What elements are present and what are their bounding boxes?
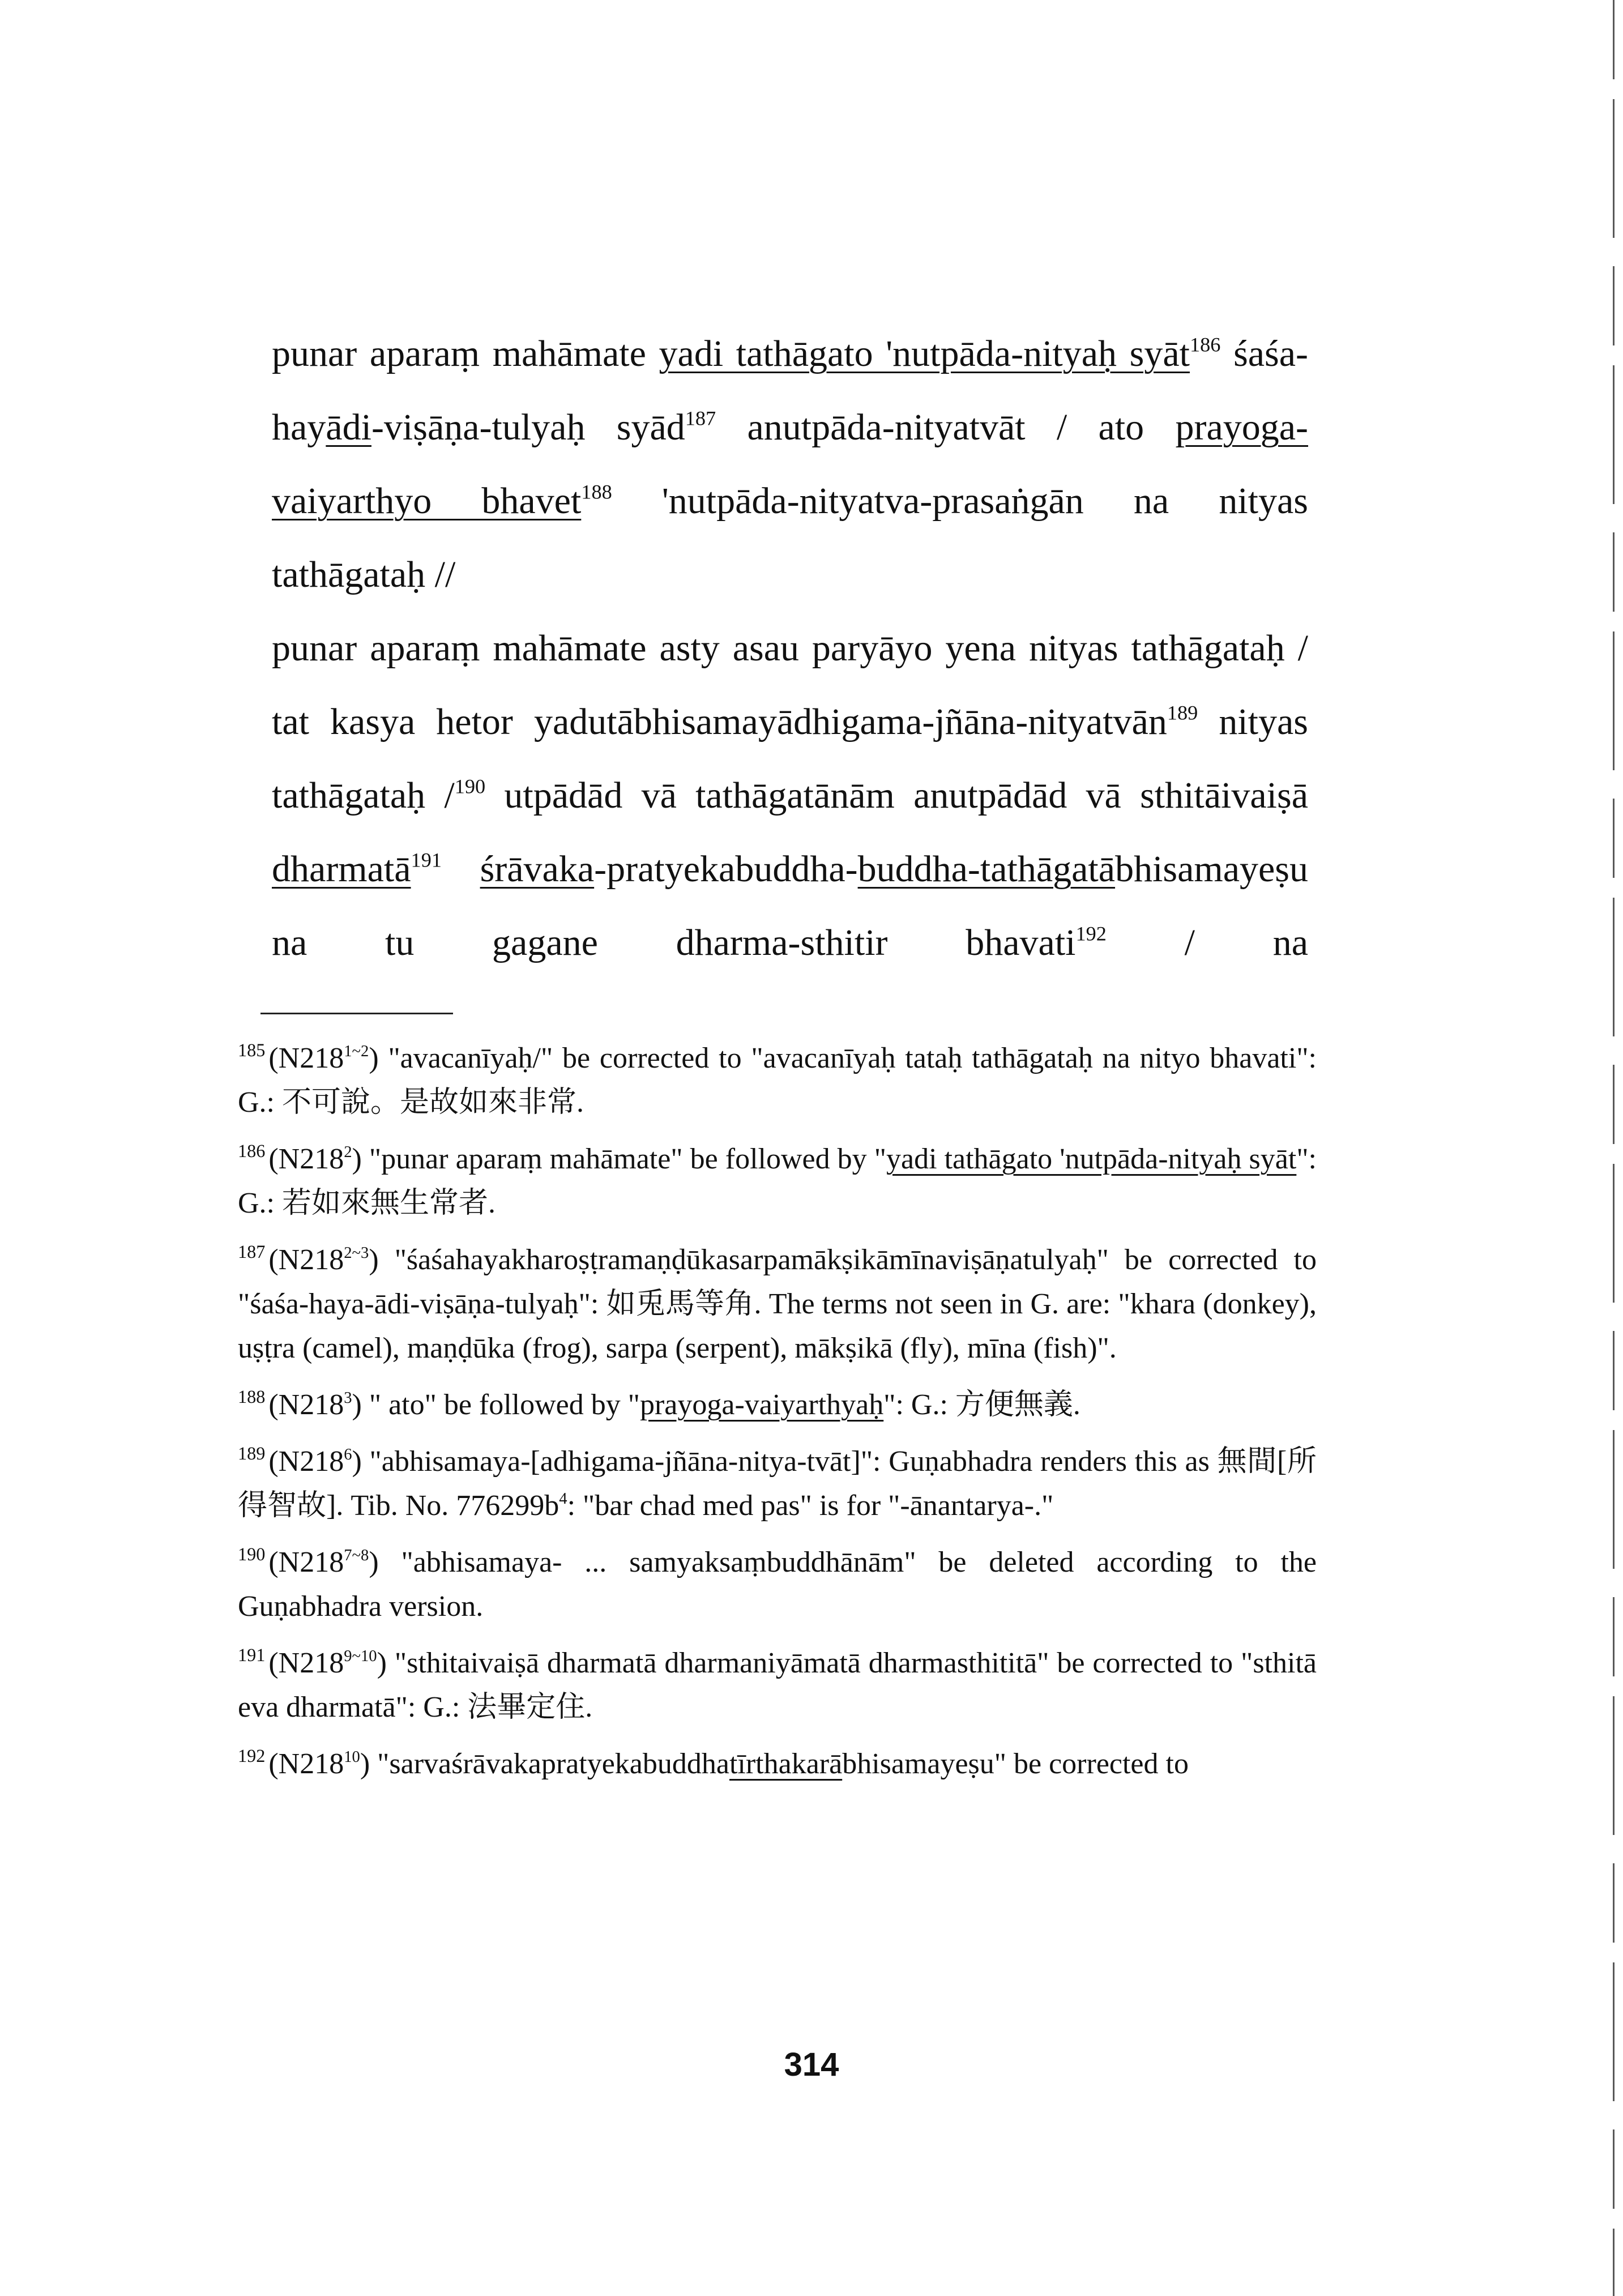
text-segment: bhisamayeṣu" be corrected to (842, 1748, 1189, 1780)
underlined-text: yadi tathāgato 'nutpāda-nityaḥ syāt (886, 1143, 1297, 1175)
underlined-text: tīrthakarā (729, 1748, 843, 1780)
text-segment: (N218 (268, 1748, 344, 1780)
underlined-text: buddha-tathāgatā (857, 848, 1116, 890)
superscript-ref: 191 (411, 848, 442, 872)
text-segment: utpādād vā tathāgatānām anutpādād vā sthitāivaiṣā (485, 775, 1308, 816)
main-text (272, 317, 1308, 980)
underlined-text: prayoga-vaiyarthyo bhavet (272, 407, 1309, 522)
text-segment: ) "abhisamaya- ... samyaksaṃbuddhānām" be deleted according to the Guṇabhadra version. (238, 1546, 1317, 1623)
footnote-number: 191 (238, 1645, 266, 1666)
text-segment: (N218 (268, 1042, 344, 1074)
underlined-text: dharmatā (272, 848, 411, 890)
footnote (238, 1540, 1317, 1629)
superscript-ref: 187 (685, 407, 716, 430)
superscript-ref: 1~2 (344, 1042, 369, 1060)
text-segment: ) "abhisamaya-[adhigama-jñāna-nitya-tvāt]": Guṇabhadra renders this as 無間[所得智故]. Tib. No. 776299b (238, 1445, 1317, 1522)
text-segment (442, 848, 480, 890)
text-segment: ": G.: 方便無義. (883, 1389, 1080, 1421)
footnote (238, 1383, 1317, 1427)
superscript-ref: 7~8 (344, 1546, 369, 1564)
superscript-ref: 188 (581, 480, 612, 503)
footnote-number: 185 (238, 1040, 266, 1061)
text-segment: ) "avacanīyaḥ/" be corrected to "avacanīyaḥ tataḥ tathāgataḥ na nityo bhavati": G.: 不可說。是故如來非常. (238, 1042, 1317, 1119)
text-segment: (N218 (268, 1445, 344, 1478)
footnote-number: 190 (238, 1544, 266, 1565)
text-segment: anutpāda-nityatvāt / ato (716, 407, 1176, 448)
footnote (238, 1137, 1317, 1226)
paragraph (272, 317, 1308, 612)
superscript-ref: 4 (559, 1490, 567, 1508)
text-segment: (N218 (268, 1143, 344, 1175)
text-segment: -viṣāṇa-tulyaḥ syād (371, 407, 685, 448)
footnote-number: 186 (238, 1141, 266, 1162)
text-segment: ) " ato" be followed by " (352, 1389, 640, 1421)
footnote (238, 1036, 1317, 1125)
text-segment: : "bar chad med pas" is for "-ānantarya-." (567, 1490, 1054, 1522)
text-segment: ) "sthitaivaiṣā dharmatā dharmaniyāmatā dharmasthititā" be corrected to "sthitā eva dharmatā": G.: 法畢定住. (238, 1647, 1317, 1723)
text-segment: punar aparaṃ mahāmate (272, 333, 659, 374)
text-segment: ) "punar aparaṃ mahāmate" be followed by " (352, 1143, 886, 1175)
text-segment: śaśa-hay (272, 333, 1309, 448)
superscript-ref: 2 (344, 1143, 352, 1161)
footnote-number: 188 (238, 1386, 266, 1407)
text-segment: ) "sarvaśrāvakapratyekabuddha (360, 1748, 729, 1780)
footnotes (238, 1036, 1317, 1799)
underlined-text: yadi tathāgato 'nutpāda-nityaḥ syāt (659, 333, 1190, 374)
superscript-ref: 190 (454, 775, 486, 798)
text-segment: nityas tathāgataḥ / (272, 701, 1308, 816)
scan-edge-line (1613, 0, 1615, 2296)
footnote-number: 192 (238, 1746, 266, 1766)
underlined-text: śrāvaka (480, 848, 595, 890)
text-segment: ": G.: 若如來無生常者. (238, 1143, 1317, 1219)
text-segment: (N218 (268, 1244, 344, 1276)
text-segment: / na (1106, 922, 1308, 963)
footnote (238, 1238, 1317, 1371)
paragraph (272, 612, 1308, 980)
superscript-ref: 189 (1167, 701, 1198, 724)
footnote-number: 189 (238, 1443, 266, 1464)
footnote-number: 187 (238, 1241, 266, 1262)
superscript-ref: 192 (1075, 922, 1107, 945)
footnote (238, 1440, 1317, 1528)
page-number: 314 (784, 2046, 839, 2083)
text-segment: ) "śaśahayakharoṣṭramaṇḍūkasarpamākṣikāmīnaviṣāṇatulyaḥ" be corrected to "śaśa-haya-ādi-viṣāṇa-tulyaḥ": 如兎馬等角. The terms not seen in G. are: "khara (donkey), uṣṭra (camel), maṇḍūka (frog), sarpa (serpent), mākṣikā (fly), mīna (fish)". (238, 1244, 1317, 1364)
underlined-text: ādi (326, 407, 371, 448)
superscript-ref: 9~10 (344, 1647, 377, 1665)
superscript-ref: 2~3 (344, 1244, 369, 1262)
text-segment: -pratyekabuddha- (594, 848, 858, 890)
superscript-ref: 186 (1190, 333, 1221, 356)
text-segment: 'nutpāda-nityatva-prasaṅgān na nityas tathāgataḥ // (272, 480, 1308, 595)
footnote (238, 1742, 1317, 1786)
footnote-separator (260, 1013, 453, 1014)
text-segment: punar aparaṃ mahāmate asty asau paryāyo yena nityas tathāgataḥ / tat kasya hetor yadutābhisamayādhigama-jñāna-nityatvān (272, 628, 1308, 742)
superscript-ref: 10 (344, 1748, 360, 1766)
superscript-ref: 6 (344, 1445, 352, 1463)
underlined-text: prayoga-vaiyarthyaḥ (639, 1389, 884, 1421)
text-segment: bhisamayeṣu na tu gagane dharma-sthitir bhavati (272, 848, 1308, 963)
text-segment: (N218 (268, 1647, 344, 1679)
superscript-ref: 3 (344, 1389, 352, 1407)
text-segment: (N218 (268, 1546, 344, 1578)
text-segment: (N218 (268, 1389, 344, 1421)
footnote (238, 1641, 1317, 1730)
